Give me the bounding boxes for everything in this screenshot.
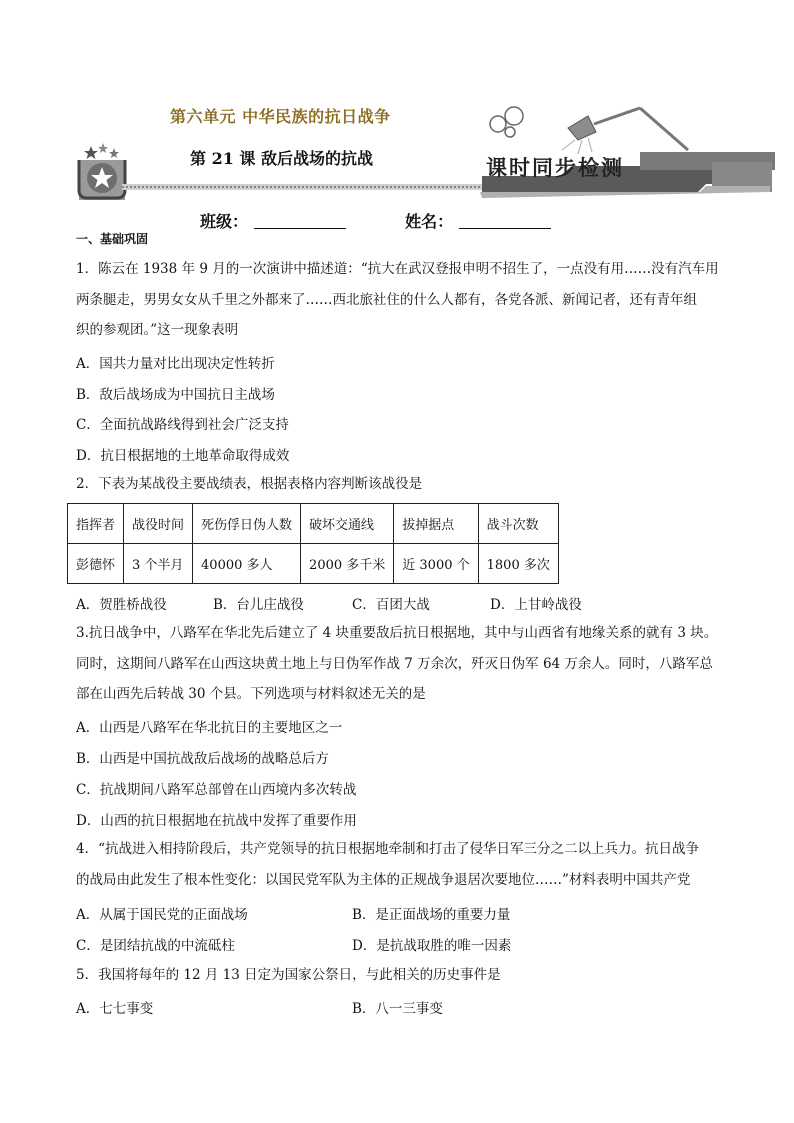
q2-option-b[interactable]: B．台儿庄战役 xyxy=(213,597,304,613)
name-label: 姓名： xyxy=(405,212,454,231)
table-header-cell: 战斗次数 xyxy=(478,504,558,544)
q3-option-b[interactable]: B．山西是中国抗战敌后战场的战略总后方 xyxy=(76,751,329,767)
table-header-cell: 破坏交通线 xyxy=(301,504,394,544)
lesson-title: 第 21 课 敌后战场的抗战 xyxy=(190,149,373,168)
table-header-row xyxy=(68,504,559,544)
table-header-cell: 战役时间 xyxy=(124,504,193,544)
q4-option-a[interactable]: A．从属于国民党的正面战场 xyxy=(76,907,248,923)
table-cell: 1800 多次 xyxy=(478,544,558,584)
q4-option-c[interactable]: C．是团结抗战的中流砥柱 xyxy=(76,938,235,954)
q3-line-1: 3.抗日战争中，八路军在华北先后建立了 4 块重要敌后抗日根据地，其中与山西省有地缘关系的就有 3 块。 xyxy=(76,625,718,641)
desk-lamp-icon xyxy=(562,108,688,154)
student-info-row xyxy=(200,209,551,232)
table-cell: 2000 多千米 xyxy=(301,544,394,584)
q3-line-2: 同时，这期间八路军在山西这块黄土地上与日伪军作战 7 万余次，歼灭日伪军 64 万余人。同时，八路军总 xyxy=(76,656,713,672)
q5-stem: 5．我国将每年的 12 月 13 日定为国家公祭日，与此相关的历史事件是 xyxy=(76,967,501,983)
table-cell: 40000 多人 xyxy=(193,544,301,584)
star-badge-icon xyxy=(79,143,125,200)
tagline: 课时同步检测 xyxy=(486,156,624,180)
unit-title: 第六单元 中华民族的抗日战争 xyxy=(170,107,391,126)
bubbles-icon xyxy=(490,107,523,137)
table-cell: 3 个半月 xyxy=(124,544,193,584)
q4-line-1: 4．“抗战进入相持阶段后，共产党领导的抗日根据地牵制和打击了侵华日军三分之二以上兵力。抗日战争 xyxy=(76,841,699,857)
q4-option-b[interactable]: B．是正面战场的重要力量 xyxy=(352,907,511,923)
q3-line-3: 部在山西先后转战 30 个县。下列选项与材料叙述无关的是 xyxy=(76,686,426,702)
q3-option-d[interactable]: D．山西的抗日根据地在抗战中发挥了重要作用 xyxy=(76,813,357,829)
table-cell: 彭德怀 xyxy=(68,544,124,584)
q5-option-b[interactable]: B．八一三事变 xyxy=(352,1001,443,1017)
table-header-cell: 拔掉据点 xyxy=(394,504,478,544)
class-label: 班级： xyxy=(200,212,249,231)
q2-stem: 2．下表为某战役主要战绩表，根据表格内容判断该战役是 xyxy=(76,476,423,492)
q1-option-d[interactable]: D．抗日根据地的土地革命取得成效 xyxy=(76,448,290,464)
q1-option-b[interactable]: B．敌后战场成为中国抗日主战场 xyxy=(76,387,275,403)
q1-line-1: 1．陈云在 1938 年 9 月的一次演讲中描述道：“抗大在武汉登报申明不招生了，一点没有用……没有汽车用 xyxy=(76,261,719,277)
q4-option-d[interactable]: D．是抗战取胜的唯一因素 xyxy=(352,938,512,954)
banner-rule xyxy=(122,184,482,190)
table-cell: 近 3000 个 xyxy=(394,544,478,584)
q5-option-a[interactable]: A．七七事变 xyxy=(76,1001,154,1017)
battle-stats-table xyxy=(67,503,559,584)
q1-line-2: 两条腿走，男男女女从千里之外都来了……西北旅社住的什么人都有，各党各派、新闻记者，还有青年组 xyxy=(76,292,697,308)
q1-option-a[interactable]: A．国共力量对比出现决定性转折 xyxy=(76,356,275,372)
q3-option-c[interactable]: C．抗战期间八路军总部曾在山西境内多次转战 xyxy=(76,782,357,798)
section-title: 一、基础巩固 xyxy=(76,232,149,246)
header-banner xyxy=(0,80,794,200)
table-row xyxy=(68,544,559,584)
table-header-cell: 指挥者 xyxy=(68,504,124,544)
name-field[interactable] xyxy=(459,212,551,229)
class-field[interactable] xyxy=(254,212,346,229)
q4-line-2: 的战局由此发生了根本性变化：以国民党军队为主体的正规战争退居次要地位……”材料表明中国共产党 xyxy=(76,872,691,888)
q3-option-a[interactable]: A．山西是八路军在华北抗日的主要地区之一 xyxy=(76,720,343,736)
q2-option-a[interactable]: A．贺胜桥战役 xyxy=(76,597,167,613)
q2-option-c[interactable]: C．百团大战 xyxy=(352,597,430,613)
q2-option-d[interactable]: D．上甘岭战役 xyxy=(490,597,582,613)
q1-line-3: 织的参观团。”这一现象表明 xyxy=(76,322,239,338)
table-header-cell: 死伤俘日伪人数 xyxy=(193,504,301,544)
q1-option-c[interactable]: C．全面抗战路线得到社会广泛支持 xyxy=(76,417,289,433)
